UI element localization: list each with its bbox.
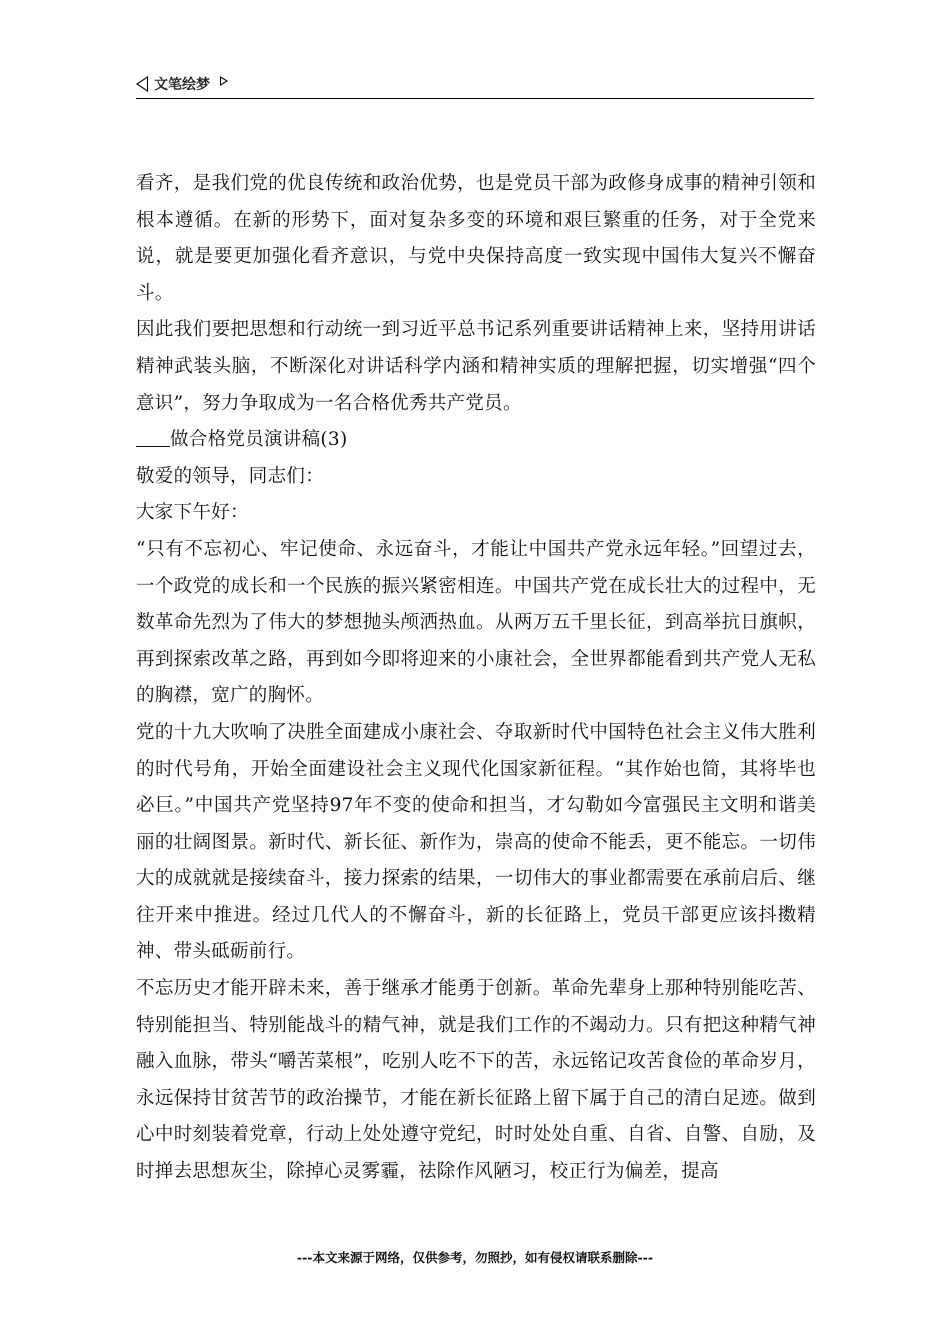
document-body: [136, 166, 816, 1191]
right-triangle-icon: [220, 76, 228, 86]
speech-heading-text: 做合格党员演讲稿(3): [170, 429, 348, 451]
paragraph-3: “只有不忘初心、牢记使命、永远奋斗，才能让中国共产党永远年轻。”回望过去，一个政党的成长和一个民族的振兴紧密相连。中国共产党在成长壮大的过程中，无数革命先烈为了伟大的梦想抛头颅洒热血。从两万五千里长征，到高举抗日旗帜，再到探索改革之路，再到如今即将迎来的小康社会，全世界都能看到共产党人无私的胸襟，宽广的胸怀。: [136, 538, 816, 707]
speech-heading: [136, 422, 816, 459]
page-header: [136, 70, 814, 99]
left-triangle-icon: [136, 76, 148, 92]
greeting: 大家下午好：: [136, 502, 249, 524]
paragraph-2: 因此我们要把思想和行动统一到习近平总书记系列重要讲话精神上来，坚持用讲话精神武装头脑，不断深化对讲话科学内涵和精神实质的理解把握，切实增强“四个意识”，努力争取成为一名合格优秀共产党员。: [136, 319, 816, 414]
heading-underline-blank: [136, 426, 170, 447]
footer-notice: ---本文来源于网络，仅供参考，勿照抄，如有侵权请联系删除---: [296, 1250, 654, 1265]
paragraph-5: 不忘历史才能开辟未来，善于继承才能勇于创新。革命先辈身上那种特别能吃苦、特别能担当、特别能战斗的精气神，就是我们工作的不竭动力。只有把这种精气神融入血脉，带头“嚼苦菜根”，吃别人吃不下的苦，永远铭记攻苦食俭的革命岁月，永远保持甘贫苦节的政治操节，才能在新长征路上留下属于自己的清白足迹。做到心中时刻装着党章，行动上处处遵守党纪，时时处处自重、自省、自警、自励，及时掸去思想灰尘，除掉心灵雾霾，祛除作风陋习，校正行为偏差，提高: [136, 978, 816, 1183]
header-title: 文笔绘梦: [154, 77, 210, 93]
paragraph-1: 看齐，是我们党的优良传统和政治优势，也是党员干部为政修身成事的精神引领和根本遵循。在新的形势下，面对复杂多变的环境和艰巨繁重的任务，对于全党来说，就是要更加强化看齐意识，与党中央保持高度一致实现中国伟大复兴不懈奋斗。: [136, 173, 816, 304]
salutation: 敬爱的领导，同志们：: [136, 465, 325, 487]
paragraph-4: 党的十九大吹响了决胜全面建成小康社会、夺取新时代中国特色社会主义伟大胜利的时代号角，开始全面建设社会主义现代化国家新征程。“其作始也简，其将毕也必巨。”中国共产党坚持97年不变的使命和担当，才勾勒如今富强民主文明和谐美丽的壮阔图景。新时代、新长征、新作为，崇高的使命不能丢，更不能忘。一切伟大的成就就是接续奋斗，接力探索的结果，一切伟大的事业都需要在承前启后、继往开来中推进。经过几代人的不懈奋斗，新的长征路上，党员干部更应该抖擞精神、带头砥砺前行。: [136, 721, 816, 963]
